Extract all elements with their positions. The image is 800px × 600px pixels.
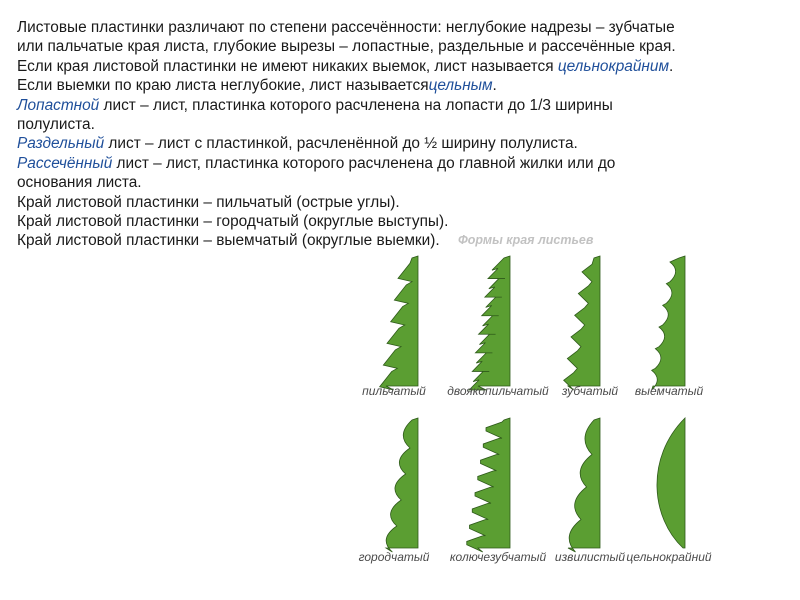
figure-title: Формы края листьев — [458, 233, 594, 247]
leaf-label: городчатый — [358, 550, 430, 564]
leaf-margin-svg — [450, 256, 520, 386]
text-line: Край листовой пластинки – городчатый (округлые выступы). — [17, 213, 449, 231]
leaf-drawing-notched — [625, 256, 695, 386]
text-line — [17, 96, 787, 115]
text-line — [17, 76, 787, 95]
leaf-margins-figure — [340, 228, 760, 578]
leaf-drawing-sinuate — [540, 418, 610, 548]
leaf-label: зубчатый — [561, 384, 619, 398]
text-span: лист – лист с пластинкой, расчленённой до ½ ширину полулиста. — [104, 135, 578, 153]
leaf-label: колючезубчатый — [449, 550, 547, 564]
leaf-shape — [568, 418, 600, 552]
leaf-shape — [386, 418, 418, 552]
leaf-drawing-serrate — [358, 256, 428, 386]
text-line: Край листовой пластинки – пильчатый (острые углы). — [17, 193, 400, 211]
term-lobed: Лопастной — [17, 96, 100, 114]
text-line: полулиста. — [17, 116, 95, 134]
text-line — [17, 134, 787, 153]
leaf-label: цельнокрайний — [626, 550, 712, 564]
leaf-drawing-entire — [625, 418, 695, 548]
text-span: Если выемки по краю листа неглубокие, лист называется — [17, 77, 429, 95]
leaf-margin-svg — [358, 418, 428, 548]
leaf-margin-svg — [358, 256, 428, 386]
text-line: Край листовой пластинки – выемчатый (округлые выемки). — [17, 232, 440, 250]
leaf-margin-svg — [450, 418, 520, 548]
text-line: Листовые пластинки различают по степени рассечённости: неглубокие надрезы – зубчатые — [17, 19, 675, 36]
leaf-shape — [469, 256, 510, 390]
text-line: или пальчатые края листа, глубокие вырезы – лопастные, раздельные и рассечённые края. — [17, 38, 676, 56]
text-block — [17, 18, 787, 251]
text-line: основания листа. — [17, 174, 142, 192]
text-span: лист – лист, пластинка которого расчленена на лопасти до 1/3 ширины — [99, 96, 613, 114]
leaf-label: выемчатый — [634, 384, 704, 398]
text-span: Если края листовой пластинки не имеют никаких выемок, лист называется — [17, 57, 558, 75]
leaf-shape — [564, 256, 600, 390]
leaf-shape — [657, 418, 685, 548]
text-line — [17, 154, 787, 173]
leaf-margin-svg — [540, 418, 610, 548]
leaf-shape — [380, 256, 418, 390]
term-parted: Раздельный — [17, 135, 105, 153]
text-span: лист – лист, пластинка которого расчленена до главной жилки или до — [112, 154, 616, 172]
term-entire: цельнокрайним — [557, 57, 670, 75]
leaf-label: извилистый — [554, 550, 626, 564]
leaf-drawing-dentate — [540, 256, 610, 386]
leaf-label: двоякопильчатый — [447, 384, 549, 398]
text-span: . — [492, 77, 497, 95]
text-line — [17, 57, 787, 76]
text-span: . — [669, 57, 674, 75]
leaf-margin-svg — [625, 418, 695, 548]
leaf-shape — [652, 256, 685, 390]
leaf-drawing-crenate — [358, 418, 428, 548]
term-dissected: Рассечённый — [17, 154, 113, 172]
term-whole: цельным — [428, 77, 493, 95]
leaf-drawing-double-serrate — [450, 256, 520, 386]
leaf-label: пильчатый — [362, 384, 426, 398]
leaf-margin-svg — [540, 256, 610, 386]
leaf-shape — [467, 418, 510, 552]
leaf-drawing-spiny-dentate — [450, 418, 520, 548]
leaf-margin-svg — [625, 256, 695, 386]
